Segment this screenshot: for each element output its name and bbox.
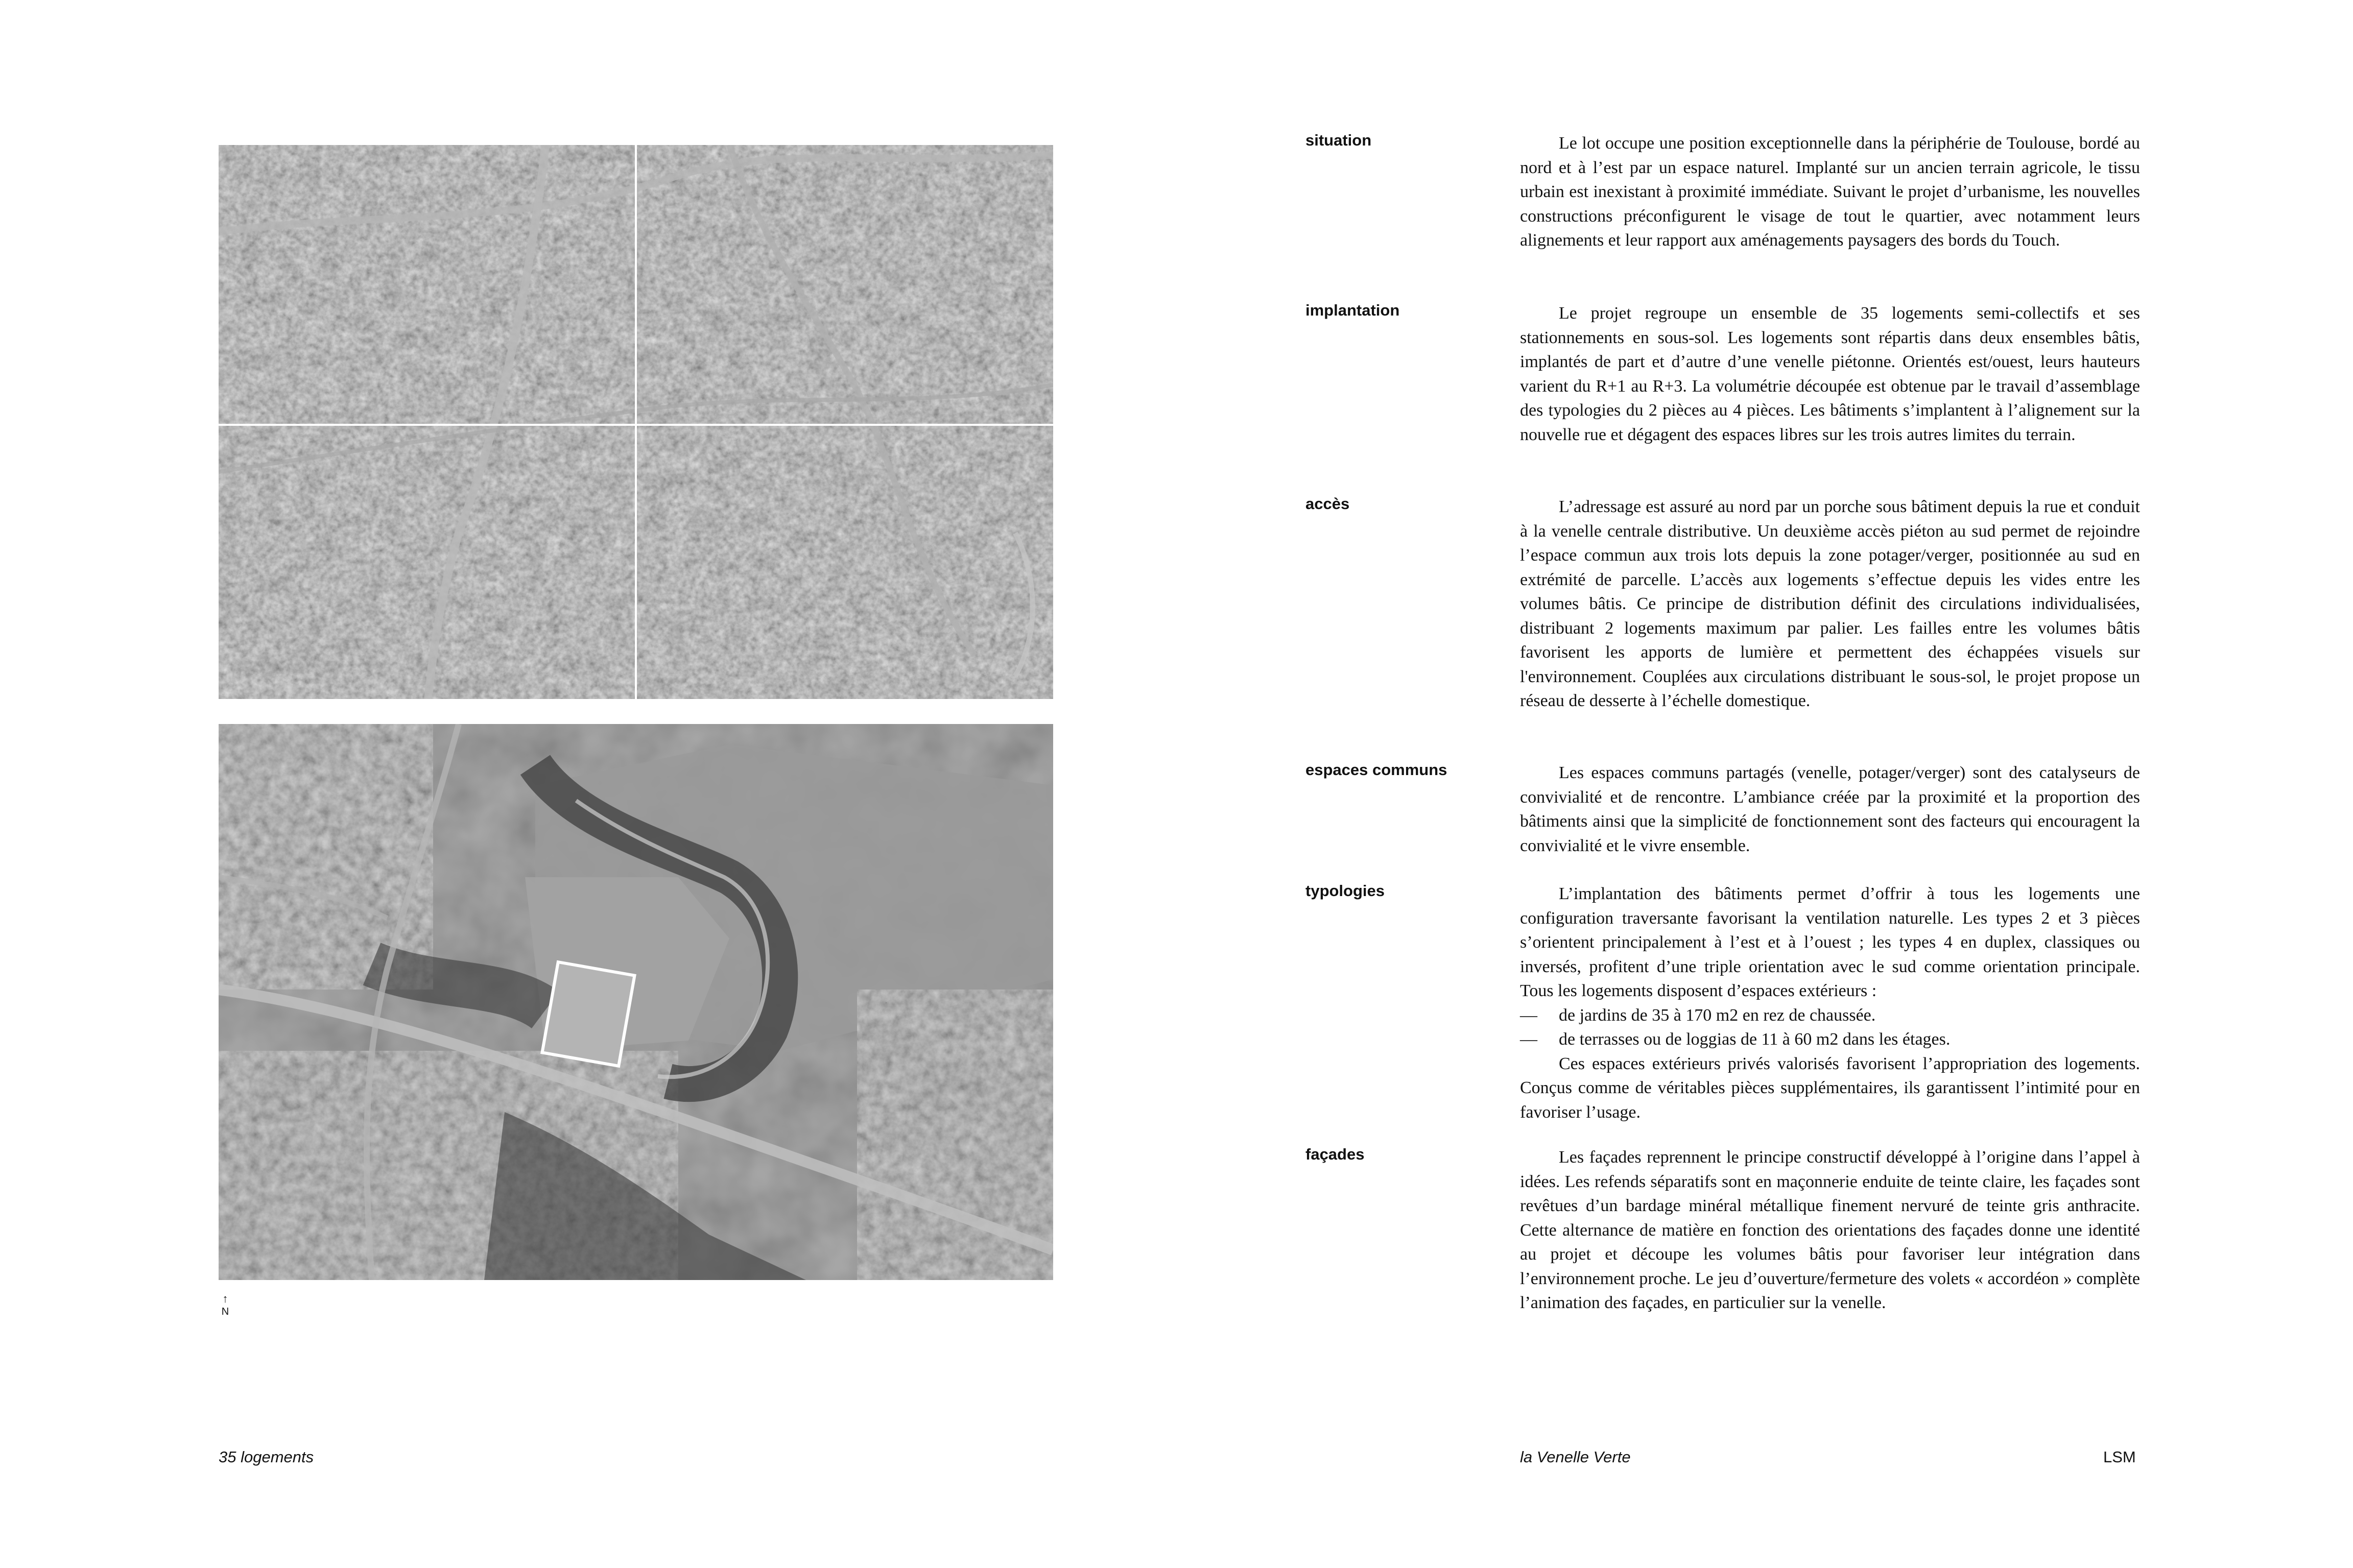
footer-project-name: la Venelle Verte <box>1520 1448 1631 1466</box>
paragraph: L’implantation des bâtiments permet d’offrir à tous les logements une configuration traversante favorisant la ventilation naturelle. Les types 2 et 3 pièces s’orientent principalement à l’est et à l’ouest ; les types 4 en duplex, classiques ou inversés, profitent d’une triple orientation avec le sud comme orientation principale. Tous les logements disposent d’espaces extérieurs : <box>1520 884 2140 1000</box>
section-label: façades <box>1305 1145 1365 1163</box>
paragraph: L’adressage est assuré au nord par un porche sous bâtiment depuis la rue et conduit à la venelle centrale distributive. Un deuxième accès piéton au sud permet de rejoindre l’espace commun aux trois lots depuis la zone potager/verger, positionnée au sud en extrémité de parcelle. L’accès aux logements s’effectue depuis les vides entre les volumes bâtis. Ce principe de distribution définit des circulations individualisées, distribuant 2 logements maximum par palier. Les failles entre les volumes bâtis favorisent les apports de lumière et permettent des échappées visuels sur l'environnement. Couplées aux circulations distribuant le sous-sol, le projet propose un réseau de desserte à l’échelle domestique. <box>1520 497 2140 710</box>
section-label: espaces communs <box>1305 761 1447 779</box>
north-arrow-icon: ↑ <box>222 1292 228 1305</box>
list-item: — de jardins de 35 à 170 m2 en rez de chaussée. <box>1520 1003 2140 1028</box>
north-label: N <box>221 1306 229 1317</box>
section-label: situation <box>1305 131 1372 149</box>
section-body <box>1520 1145 2140 1315</box>
section-body <box>1520 131 2140 253</box>
section-label: implantation <box>1305 301 1400 319</box>
section-body <box>1520 495 2140 713</box>
section-label: accès <box>1305 495 1350 513</box>
section-body <box>1520 761 2140 858</box>
aerial-photo-site-image <box>219 724 1053 1280</box>
section-body <box>1520 301 2140 447</box>
footer-office: LSM <box>2103 1448 2136 1466</box>
section-label: typologies <box>1305 882 1385 900</box>
section-body <box>1520 882 2140 1124</box>
north-indicator <box>220 1293 231 1317</box>
paragraph: Ces espaces extérieurs privés valorisés favorisent l’appropriation des logements. Conçus comme de véritables pièces supplémentaires, ils garantissent l’intimité pour en favoriser l’usage. <box>1520 1054 2140 1122</box>
list-item: — de terrasses ou de loggias de 11 à 60 m2 dans les étages. <box>1520 1027 2140 1052</box>
aerial-photo-site <box>219 724 1053 1280</box>
paragraph: Le projet regroupe un ensemble de 35 logements semi-collectifs et ses stationnements en sous-sol. Les logements sont répartis dans deux ensembles bâtis, implantés de part et d’autre d’une venelle piétonne. Orientés est/ouest, leurs hauteurs varient du R+1 au R+3. La volumétrie découpée est obtenue par le travail d’assemblage des typologies du 2 pièces au 4 pièces. Les bâtiments s’implantent à l’alignement sur la nouvelle rue et dégagent des espaces libres sur les trois autres limites du terrain. <box>1520 304 2140 444</box>
aerial-photo-context <box>219 145 1053 699</box>
footer-project-count: 35 logements <box>219 1448 314 1466</box>
paragraph: Les façades reprennent le principe constructif développé à l’origine dans l’appel à idées. Les refends séparatifs sont en maçonnerie enduite de teinte claire, les façades sont revêtues d’un bardage minéral métallique finement nervuré de teinte gris anthracite. Cette alternance de matière en fonction des orientations des façades donne une identité au projet et découpe les volumes bâtis pour favoriser leur intégration dans l’environnement proche. Le jeu d’ouverture/fermeture des volets « accordéon » complète l’animation des façades, en particulier sur la venelle. <box>1520 1148 2140 1312</box>
plot-outline <box>542 962 635 1066</box>
paragraph: Les espaces communs partagés (venelle, potager/verger) sont des catalyseurs de convivialité et de rencontre. L’ambiance créée par la proximité et la proportion des bâtiments ainsi que la simplicité de fonctionnement sont des facteurs qui encouragent la convivialité et le vivre ensemble. <box>1520 763 2140 855</box>
paragraph: Le lot occupe une position exceptionnelle dans la périphérie de Toulouse, bordé au nord et à l’est par un espace naturel. Implanté sur un ancien terrain agricole, le tissu urbain est inexistant à proximité immédiate. Suivant le projet d’urbanisme, les nouvelles constructions préconfigurent le visage de tout le quartier, avec notamment leurs alignements et leur rapport aux aménagements paysagers des bords du Touch. <box>1520 134 2140 250</box>
aerial-photo-context-image <box>219 145 1053 699</box>
